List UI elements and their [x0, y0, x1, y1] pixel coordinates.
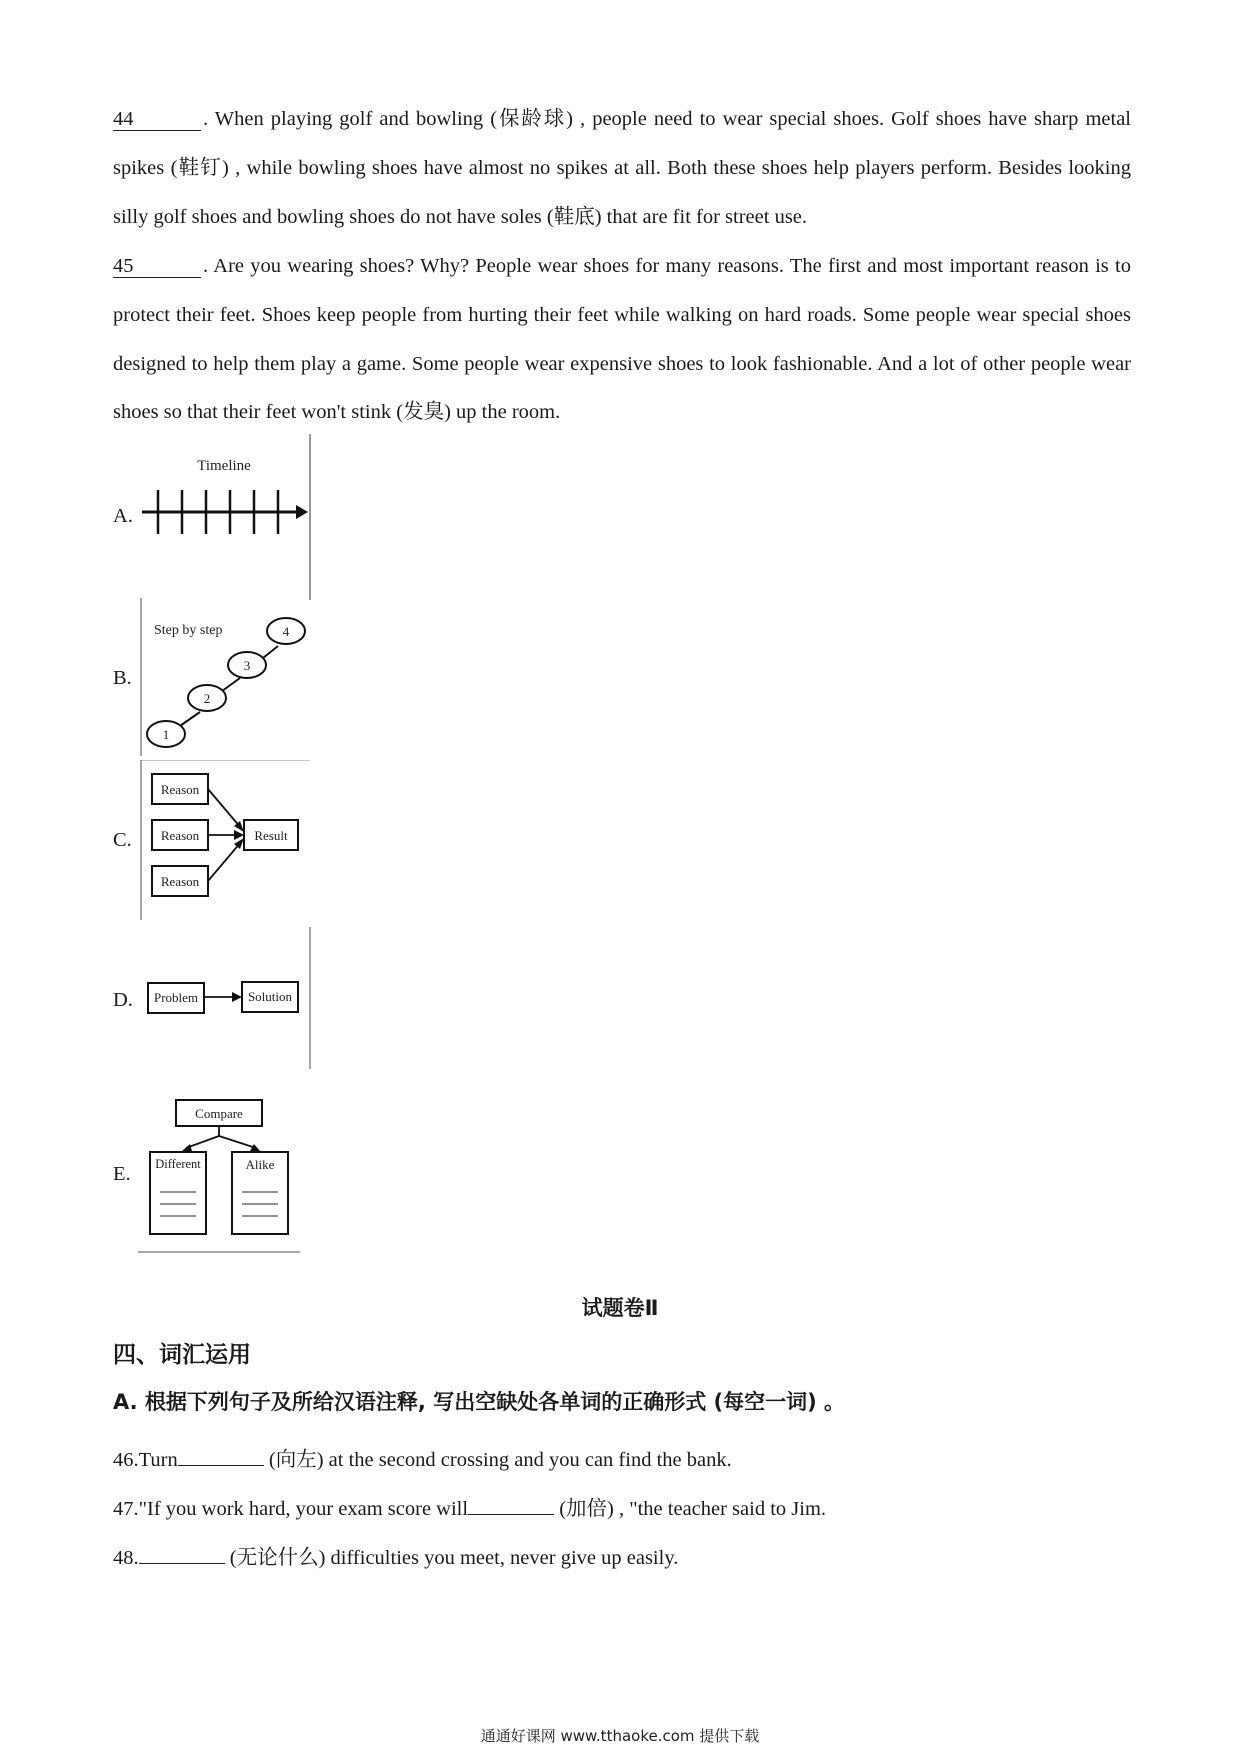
question-48: [113, 1540, 678, 1570]
compare-title: Compare: [195, 1106, 243, 1121]
answer-blank-47[interactable]: [468, 1496, 554, 1515]
paper-ii-title: 试题卷Ⅱ: [581, 1296, 659, 1320]
passage-45: [113, 242, 1131, 437]
question-46-suffix: (向左) at the second crossing and you can find the bank.: [263, 1449, 732, 1471]
option-e-compare-figure: [138, 1096, 308, 1256]
solution: Solution: [247, 989, 293, 1004]
section-heading: 四、词汇运用: [113, 1342, 251, 1368]
option-e-label: E.: [113, 1163, 131, 1185]
passage-44: [113, 95, 1131, 241]
option-c-cause-effect-figure: [140, 760, 312, 920]
reason-3: Reason: [160, 874, 200, 889]
option-a-timeline-figure: [140, 434, 312, 600]
option-b-label: B.: [113, 667, 132, 689]
step-3: 3: [243, 658, 251, 673]
option-a-label: A.: [113, 505, 133, 527]
result: Result: [254, 828, 288, 843]
option-b-steps-figure: [140, 598, 312, 756]
timeline-title: Timeline: [197, 458, 251, 474]
option-d-problem-solution-figure: [140, 927, 312, 1069]
question-48-prefix: 48.: [113, 1547, 139, 1569]
steps-title: Step by step: [154, 623, 223, 638]
question-47-prefix: 47."If you work hard, your exam score will: [113, 1498, 469, 1520]
compare-alike: Alike: [245, 1157, 275, 1172]
section-subheading: A. 根据下列句子及所给汉语注释, 写出空缺处各单词的正确形式 (每空一词) 。: [113, 1390, 846, 1414]
question-47: [113, 1491, 826, 1521]
question-48-suffix: (无论什么) difficulties you meet, never give up easily.: [224, 1547, 679, 1569]
answer-blank-48[interactable]: [139, 1545, 225, 1564]
answer-blank-46[interactable]: [178, 1447, 264, 1466]
option-d-label: D.: [113, 989, 133, 1011]
step-2: 2: [203, 691, 211, 706]
answer-blank-44[interactable]: 44: [113, 108, 201, 131]
passage-45-text: . Are you wearing shoes? Why? People wear shoes for many reasons. The first and most important reason is to protect their feet. Shoes keep people from hurting their feet while walking on hard roads. Some people wear special shoes designed to help them play a game. Some people wear expensive shoes to look fashionable. And a lot of other people wear shoes so that their feet won't stink (发臭) up the room.: [113, 255, 1131, 424]
passage-44-text: . When playing golf and bowling (保龄球) , people need to wear special shoes. Golf shoes have sharp metal spikes (鞋钉) , while bowling shoes have almost no spikes at all. Both these shoes help players perform. Besides looking silly golf shoes and bowling shoes do not have soles (鞋底) that are fit for street use.: [113, 108, 1131, 228]
question-46-prefix: 46.Turn: [113, 1449, 178, 1471]
step-1: 1: [162, 727, 170, 742]
question-46: [113, 1442, 732, 1472]
reason-2: Reason: [160, 828, 200, 843]
option-c-label: C.: [113, 829, 132, 851]
reason-1: Reason: [160, 782, 200, 797]
answer-blank-45[interactable]: 45: [113, 255, 201, 278]
step-4: 4: [282, 624, 290, 639]
page-footer: 通通好课网 www.tthaoke.com 提供下载: [480, 1727, 760, 1745]
problem: Problem: [153, 990, 199, 1005]
question-47-suffix: (加倍) , "the teacher said to Jim.: [554, 1498, 827, 1520]
compare-different: Different: [155, 1157, 201, 1171]
